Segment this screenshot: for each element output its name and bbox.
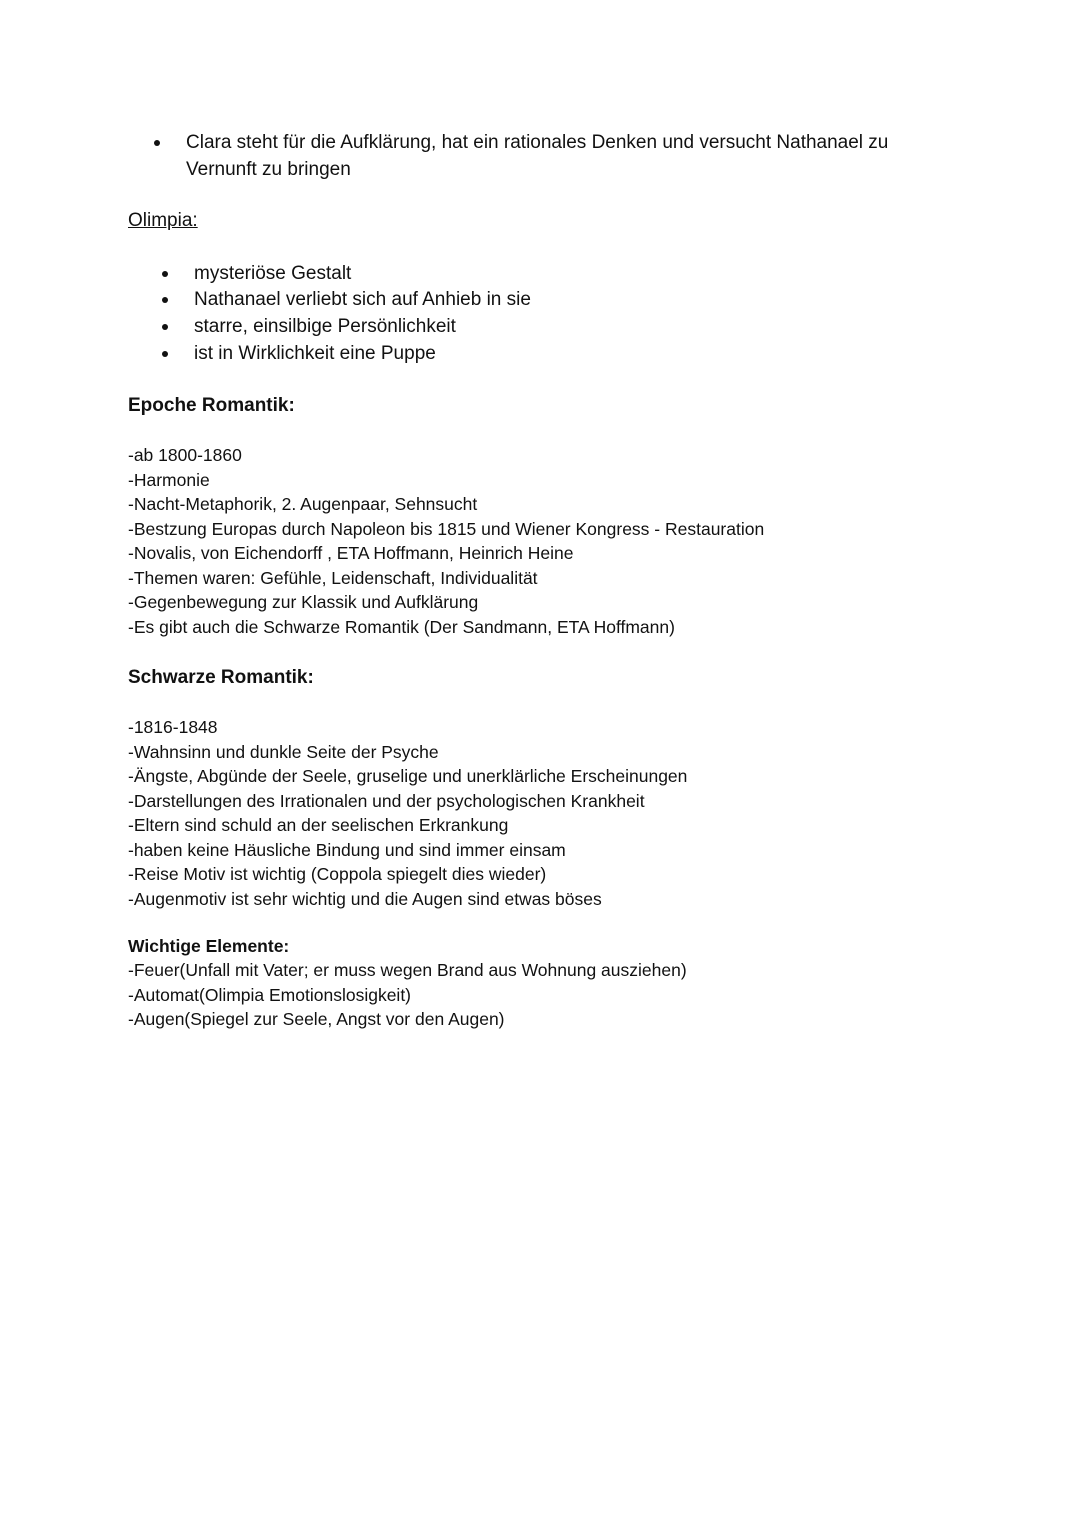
epoche-line: -Harmonie bbox=[128, 469, 210, 490]
schwarze-line: -Ängste, Abgünde der Seele, gruselige und unerklärliche Erscheinungen bbox=[128, 766, 688, 786]
schwarze-line: -Wahnsinn und dunkle Seite der Psyche bbox=[128, 741, 439, 762]
olimpia-heading: Olimpia: bbox=[128, 210, 198, 231]
schwarze-line: -Reise Motiv ist wichtig (Coppola spiegelt dies wieder) bbox=[128, 864, 547, 884]
bullet-dot bbox=[162, 271, 168, 277]
olimpia-item: mysteriöse Gestalt bbox=[194, 263, 352, 284]
elemente-heading: Wichtige Elemente: bbox=[128, 936, 290, 956]
olimpia-item: Nathanael verliebt sich auf Anhieb in sie bbox=[194, 289, 531, 310]
schwarze-line: -Darstellungen des Irrationalen und der psychologischen Krankheit bbox=[128, 790, 645, 811]
epoche-line: -Gegenbewegung zur Klassik und Aufklärung bbox=[128, 592, 479, 612]
schwarze-list bbox=[128, 715, 687, 911]
clara-bullet-line-2: Vernunft zu bringen bbox=[186, 159, 351, 180]
bullet-dot bbox=[154, 140, 160, 146]
schwarze-line: -Augenmotiv ist sehr wichtig und die Augen sind etwas böses bbox=[128, 888, 602, 909]
elemente-line: -Feuer(Unfall mit Vater; er muss wegen Brand aus Wohnung ausziehen) bbox=[128, 960, 687, 980]
epoche-line: -ab 1800-1860 bbox=[128, 445, 242, 465]
elemente-line: -Automat(Olimpia Emotionslosigkeit) bbox=[128, 984, 412, 1005]
epoche-line: -Novalis, von Eichendorff , ETA Hoffmann, Heinrich Heine bbox=[128, 543, 574, 563]
schwarze-line: -haben keine Häusliche Bindung und sind immer einsam bbox=[128, 839, 566, 860]
bullet-dot bbox=[162, 297, 168, 303]
elemente-line: -Augen(Spiegel zur Seele, Angst vor den Augen) bbox=[128, 1009, 505, 1029]
epoche-line: -Es gibt auch die Schwarze Romantik (Der Sandmann, ETA Hoffmann) bbox=[128, 616, 675, 637]
epoche-heading: Epoche Romantik: bbox=[128, 395, 295, 416]
schwarze-line: -1816-1848 bbox=[128, 717, 218, 737]
epoche-line: -Bestzung Europas durch Napoleon bis 1815 und Wiener Kongress - Restauration bbox=[128, 518, 765, 539]
epoche-line: -Nacht-Metaphorik, 2. Augenpaar, Sehnsucht bbox=[128, 494, 478, 514]
epoche-line: -Themen waren: Gefühle, Leidenschaft, Individualität bbox=[128, 567, 538, 588]
bullet-dot bbox=[162, 324, 168, 330]
elemente-list bbox=[128, 958, 687, 1032]
epoche-list bbox=[128, 443, 764, 639]
bullet-dot bbox=[162, 351, 168, 357]
schwarze-line: -Eltern sind schuld an der seelischen Erkrankung bbox=[128, 815, 509, 835]
clara-bullet-line-1: Clara steht für die Aufklärung, hat ein rationales Denken und versucht Nathanael zu bbox=[186, 132, 889, 153]
olimpia-item: ist in Wirklichkeit eine Puppe bbox=[194, 343, 436, 364]
olimpia-item: starre, einsilbige Persönlichkeit bbox=[194, 316, 456, 337]
schwarze-heading: Schwarze Romantik: bbox=[128, 667, 314, 688]
